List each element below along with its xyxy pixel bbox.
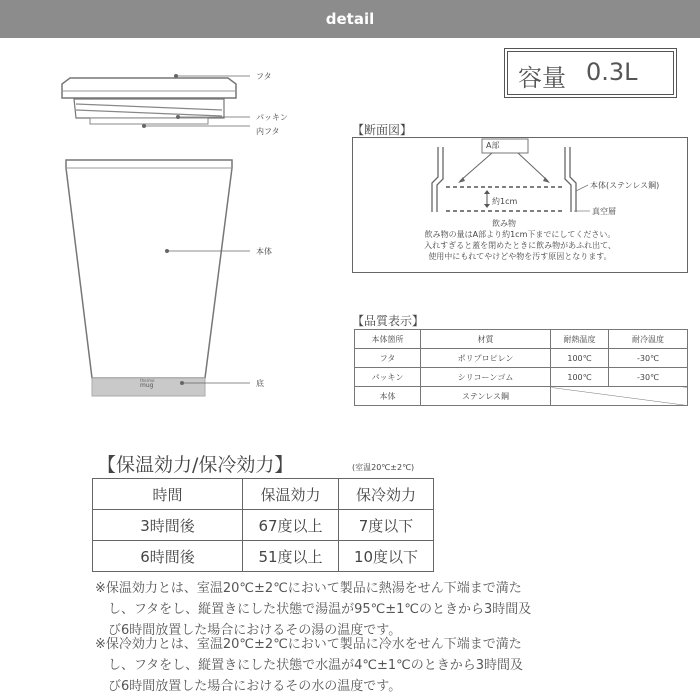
part-label-packing: パッキン xyxy=(256,113,288,122)
note-warm xyxy=(95,578,531,641)
quality-row xyxy=(355,368,688,387)
cross-section-title: 【断面図】 xyxy=(352,123,413,137)
cross-section-label-vacuum: 真空層 xyxy=(592,207,616,216)
capacity-box xyxy=(507,51,674,95)
quality-cell: -30℃ xyxy=(609,368,688,387)
efficacy-cell: 3時間後 xyxy=(93,510,243,541)
quality-table xyxy=(354,329,688,406)
quality-header-cell: 材質 xyxy=(421,330,551,349)
cross-section-note-3: 使用中にもれてやけどや物を汚す原因となります。 xyxy=(428,252,612,261)
cross-section-label-drink: 飲み物 xyxy=(492,219,516,228)
note-warm-line: し、フタをし、縦置きにした状態で湯温が95℃±1℃のときから3時間及 xyxy=(108,602,532,617)
quality-cell-diagonal xyxy=(551,387,688,406)
part-label-body: 本体 xyxy=(256,247,272,256)
quality-cell: フタ xyxy=(355,349,421,368)
note-warm-line: ※保温効力とは、室温20℃±2℃において製品に熱湯をせん下端まで満た xyxy=(95,581,522,596)
brand-logo-line2: mug xyxy=(140,382,154,389)
cross-section-label-body: 本体(ステンレス鋼) xyxy=(590,181,660,190)
quality-cell: シリコーンゴム xyxy=(421,368,551,387)
quality-cell: パッキン xyxy=(355,368,421,387)
quality-header-cell: 本体箇所 xyxy=(355,330,421,349)
quality-title: 【品質表示】 xyxy=(352,314,425,328)
product-diagram xyxy=(0,40,300,400)
brand-logo-line1: thermo xyxy=(140,378,155,383)
efficacy-condition: (室温20℃±2℃) xyxy=(352,463,415,472)
efficacy-header-cell: 時間 xyxy=(93,479,243,510)
efficacy-cell: 6時間後 xyxy=(93,541,243,572)
cup-body-shape xyxy=(66,160,232,378)
quality-cell: ステンレス鋼 xyxy=(421,387,551,406)
quality-cell: 本体 xyxy=(355,387,421,406)
efficacy-row xyxy=(93,510,434,541)
cross-section-label-1cm: 約1cm xyxy=(492,197,518,206)
quality-header-cell: 耐熱温度 xyxy=(551,330,609,349)
efficacy-header-cell: 保温効力 xyxy=(243,479,339,510)
quality-cell: ポリプロピレン xyxy=(421,349,551,368)
efficacy-cell: 10度以下 xyxy=(339,541,434,572)
efficacy-header-row xyxy=(93,479,434,510)
cross-section-note-1: 飲み物の量はA部より約1cm下までにしてください。 xyxy=(424,230,616,239)
efficacy-cell: 51度以上 xyxy=(243,541,339,572)
efficacy-cell: 7度以下 xyxy=(339,510,434,541)
part-label-bottom: 底 xyxy=(256,379,264,388)
lid-shape xyxy=(62,78,236,98)
efficacy-header-cell: 保冷効力 xyxy=(339,479,434,510)
note-warm-line: び6時間放置した場合におけるその湯の温度です。 xyxy=(108,623,402,638)
quality-row xyxy=(355,387,688,406)
quality-header-row xyxy=(355,330,688,349)
efficacy-row xyxy=(93,541,434,572)
efficacy-cell: 67度以上 xyxy=(243,510,339,541)
inner-lid-shape xyxy=(90,118,208,124)
part-label-inner-lid: 内フタ xyxy=(256,127,280,136)
note-cold xyxy=(95,634,523,697)
quality-row xyxy=(355,349,688,368)
quality-header-cell: 耐冷温度 xyxy=(609,330,688,349)
quality-cell: 100℃ xyxy=(551,349,609,368)
capacity-value: 0.3L xyxy=(586,58,638,86)
part-label-lid: フタ xyxy=(256,72,272,81)
cross-section-label-a: A部 xyxy=(486,141,500,150)
capacity-label: 容量 xyxy=(518,64,566,92)
note-cold-line: ※保冷効力とは、室温20℃±2℃において製品に冷水をせん下端まで満た xyxy=(95,637,522,652)
efficacy-title: 【保温効力/保冷効力】 xyxy=(97,454,294,476)
note-cold-line: し、フタをし、縦置きにした状態で水温が4℃±1℃のときから3時間及 xyxy=(108,658,523,673)
header-title: detail xyxy=(325,10,375,28)
quality-cell: 100℃ xyxy=(551,368,609,387)
efficacy-table xyxy=(92,478,434,572)
cross-section-note-2: 入れすぎると蓋を閉めたときに飲み物があふれ出て、 xyxy=(424,241,616,250)
note-cold-line: び6時間放置した場合におけるその水の温度です。 xyxy=(108,679,402,694)
header-bar xyxy=(0,0,700,38)
quality-cell: -30℃ xyxy=(609,349,688,368)
